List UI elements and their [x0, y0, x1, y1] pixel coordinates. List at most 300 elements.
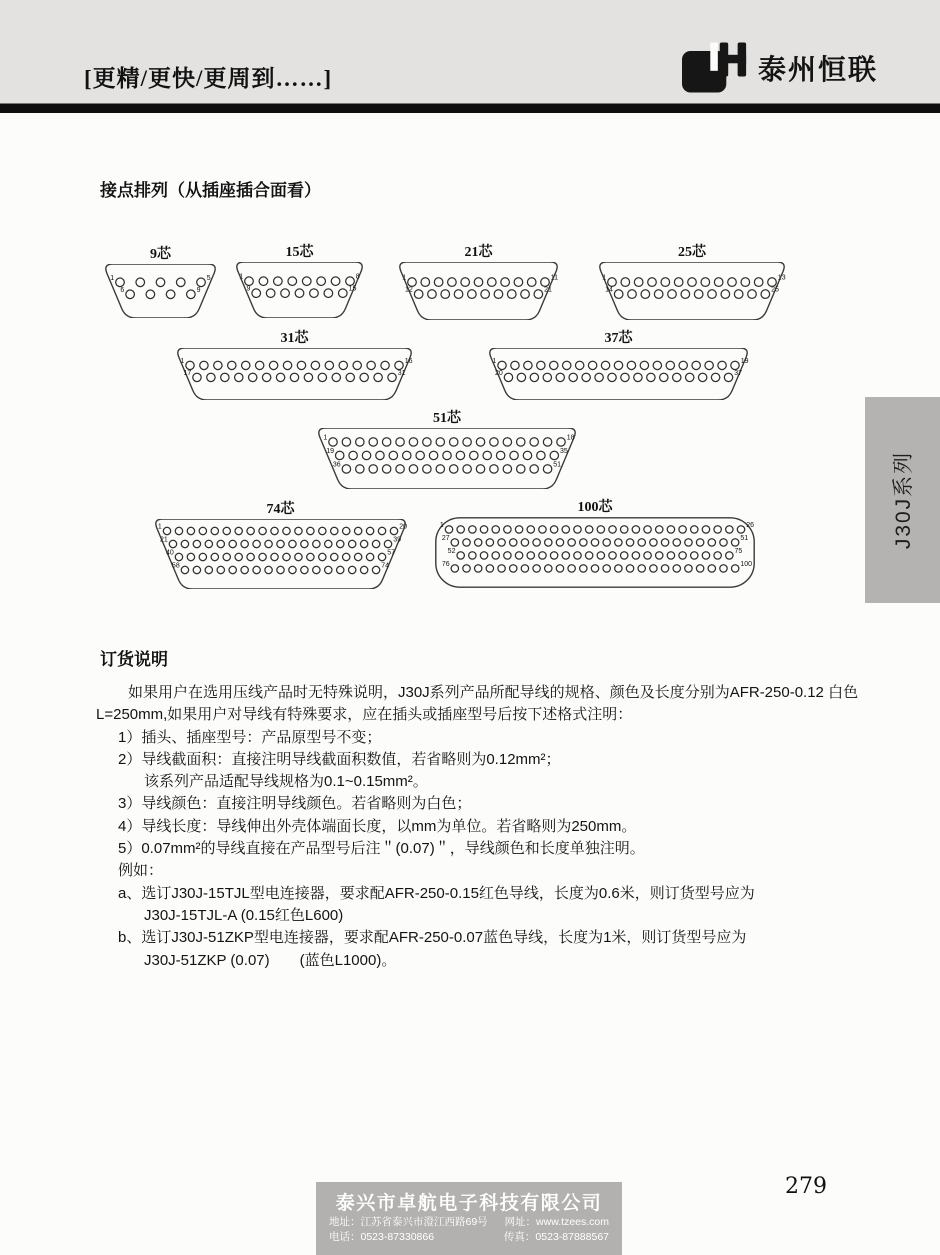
pin-hole — [527, 526, 534, 533]
pin-hole — [761, 290, 770, 299]
pin-hole — [702, 552, 709, 559]
pin-hole — [539, 552, 546, 559]
pin-hole — [366, 527, 373, 534]
pin-hole — [510, 565, 517, 572]
pin-hole — [585, 552, 592, 559]
pin-hole — [685, 565, 692, 572]
pin-hole — [390, 527, 397, 534]
pin-hole — [310, 289, 319, 298]
pin-hole — [492, 552, 499, 559]
pin-hole — [539, 526, 546, 533]
pin-hole — [501, 278, 510, 287]
pin-hole — [681, 290, 690, 299]
pin-hole — [673, 539, 680, 546]
pin-hole — [470, 451, 478, 459]
pin-hole — [708, 290, 717, 299]
pin-hole — [656, 552, 663, 559]
ordering-line: a、选订J30J-15TJL型电连接器，要求配AFR-250-0.15红色导线，长度为0.6米，则订货型号应为 — [118, 884, 755, 902]
pin-hole — [378, 553, 385, 560]
pin-hole — [311, 361, 319, 369]
pin-hole — [591, 539, 598, 546]
pin-hole — [423, 438, 431, 446]
pin-hole — [362, 451, 370, 459]
pin-hole — [510, 451, 518, 459]
connector-diagram-100-pin — [435, 496, 755, 588]
pin-hole — [503, 438, 511, 446]
pin-hole — [211, 527, 218, 534]
ordering-line: 2）导线截面积：直接注明导线截面积数值，若省略则为0.12mm²； — [118, 750, 561, 768]
pin-hole — [376, 451, 384, 459]
pin-hole — [534, 290, 543, 299]
ordering-line: 1）插头、插座型号：产品原型号不变； — [118, 728, 382, 746]
pin-hole — [249, 373, 257, 381]
pin-hole — [434, 278, 443, 287]
pin-hole — [647, 373, 655, 381]
pin-hole — [614, 290, 623, 299]
pin-hole — [476, 465, 484, 473]
pin-hole — [650, 539, 657, 546]
pin-number-label: 36 — [332, 461, 341, 469]
pin-hole — [720, 539, 727, 546]
pin-number-label: 76 — [441, 560, 450, 568]
pin-hole — [396, 438, 404, 446]
pin-hole — [307, 553, 314, 560]
pin-hole — [463, 565, 470, 572]
pin-hole — [556, 565, 563, 572]
pin-hole — [543, 438, 551, 446]
pin-hole — [656, 526, 663, 533]
pin-hole — [337, 566, 344, 573]
pin-hole — [337, 540, 344, 547]
footer-address: 地址：江苏省泰兴市澄江西路69号 — [329, 1216, 488, 1228]
pin-hole — [601, 361, 609, 369]
pin-hole — [574, 552, 581, 559]
pin-number-label: 6 — [120, 286, 125, 294]
pin-hole — [580, 539, 587, 546]
pin-hole — [331, 527, 338, 534]
pin-hole — [461, 278, 470, 287]
pin-number-label: 39 — [393, 536, 402, 544]
pin-hole — [456, 451, 464, 459]
pin-hole — [274, 277, 283, 286]
connector-label: 25芯 — [678, 245, 706, 260]
pin-number-label: 51 — [553, 461, 562, 469]
pin-hole — [731, 361, 739, 369]
pin-hole — [621, 278, 630, 287]
pin-hole — [632, 526, 639, 533]
pin-number-label: 16 — [404, 357, 413, 365]
pin-hole — [223, 553, 230, 560]
pin-hole — [217, 566, 224, 573]
pin-hole — [734, 290, 743, 299]
footer-fax: 传真：0523-87888567 — [503, 1231, 609, 1243]
footer-company-name: 泰兴市卓航电子科技有限公司 — [335, 1193, 603, 1214]
pin-hole — [116, 278, 125, 287]
pin-hole — [297, 361, 305, 369]
pin-hole — [666, 361, 674, 369]
pin-hole — [580, 565, 587, 572]
pin-hole — [521, 290, 530, 299]
pin-hole — [575, 361, 583, 369]
pin-hole — [530, 465, 538, 473]
pin-hole — [289, 566, 296, 573]
pin-hole — [648, 278, 657, 287]
pin-hole — [253, 566, 260, 573]
connector-diagram-31-pin — [175, 327, 414, 400]
pin-hole — [241, 566, 248, 573]
pin-hole — [349, 451, 357, 459]
pin-hole — [329, 438, 337, 446]
pin-hole — [714, 552, 721, 559]
pin-hole — [754, 278, 763, 287]
pin-hole — [259, 553, 266, 560]
pin-hole — [597, 552, 604, 559]
pin-number-label: 37 — [734, 369, 743, 377]
pin-hole — [338, 289, 347, 298]
side-tab-label: J30J系列 — [892, 450, 916, 550]
pin-hole — [588, 361, 596, 369]
pin-number-label: 19 — [740, 357, 749, 365]
footer-tel: 电话：0523-87330866 — [329, 1231, 435, 1243]
pin-number-label: 31 — [397, 369, 406, 377]
pin-hole — [369, 438, 377, 446]
pin-hole — [661, 539, 668, 546]
pin-hole — [768, 278, 777, 287]
pin-hole — [353, 361, 361, 369]
ordering-line: J30J-51ZKP (0.07) (蓝色L1000)。 — [144, 951, 397, 969]
ordering-heading: 订货说明 — [100, 650, 168, 669]
pin-hole — [585, 526, 592, 533]
pin-hole — [416, 451, 424, 459]
pin-hole — [523, 451, 531, 459]
pin-hole — [325, 566, 332, 573]
pin-hole — [381, 361, 389, 369]
pin-number-label: 20 — [399, 523, 407, 531]
pin-hole — [492, 526, 499, 533]
pin-hole — [331, 277, 340, 286]
pin-hole — [634, 278, 643, 287]
pin-hole — [626, 565, 633, 572]
pin-number-label: 100 — [740, 560, 753, 568]
pin-hole — [463, 539, 470, 546]
pin-hole — [346, 373, 354, 381]
pin-hole — [660, 373, 668, 381]
pin-hole — [450, 465, 458, 473]
pin-number-label: 1 — [439, 521, 444, 529]
pin-hole — [163, 527, 170, 534]
pin-hole — [175, 553, 182, 560]
pin-hole — [726, 552, 733, 559]
pin-hole — [166, 290, 175, 299]
pin-hole — [568, 565, 575, 572]
pin-hole — [603, 539, 610, 546]
pin-hole — [696, 565, 703, 572]
ordering-line: b、选订J30J-51ZKP型电连接器，要求配AFR-250-0.07蓝色导线，长度为1米，则订货型号应为 — [118, 929, 747, 947]
pin-hole — [728, 278, 737, 287]
pin-hole — [283, 361, 291, 369]
pin-hole — [403, 451, 411, 459]
pin-hole — [644, 552, 651, 559]
ordering-line: 4）导线长度：导线伸出外壳体端面长度，以mm为单位。若省略则为250mm。 — [118, 817, 637, 835]
pin-hole — [307, 527, 314, 534]
pin-hole — [562, 526, 569, 533]
pin-hole — [228, 361, 236, 369]
pin-hole — [450, 438, 458, 446]
pin-hole — [507, 290, 516, 299]
pin-number-label: 52 — [447, 547, 456, 555]
pin-hole — [421, 278, 430, 287]
pin-hole — [448, 278, 457, 287]
pin-hole — [562, 552, 569, 559]
pin-hole — [591, 565, 598, 572]
pin-hole — [318, 373, 326, 381]
connector-shell-74-pin — [153, 519, 408, 589]
pin-hole — [503, 465, 511, 473]
pin-hole — [486, 565, 493, 572]
connector-shell-25-pin — [597, 262, 787, 320]
pin-number-label: 75 — [734, 547, 743, 555]
pin-hole — [737, 526, 744, 533]
pin-hole — [369, 465, 377, 473]
pin-hole — [241, 540, 248, 547]
pin-hole — [475, 539, 482, 546]
pin-number-label: 1 — [110, 274, 115, 282]
pin-hole — [265, 540, 272, 547]
pin-hole — [726, 526, 733, 533]
pin-hole — [533, 539, 540, 546]
pin-hole — [569, 373, 577, 381]
pin-number-label: 1 — [402, 274, 407, 282]
pin-hole — [667, 552, 674, 559]
connector-shell-9-pin — [103, 264, 218, 318]
pin-hole — [409, 438, 417, 446]
pin-hole — [255, 361, 263, 369]
pin-hole — [223, 527, 230, 534]
pin-hole — [597, 526, 604, 533]
pin-hole — [504, 373, 512, 381]
pin-hole — [654, 290, 663, 299]
pin-hole — [563, 361, 571, 369]
pin-hole — [235, 553, 242, 560]
pin-hole — [632, 552, 639, 559]
pin-hole — [175, 527, 182, 534]
pin-hole — [514, 278, 523, 287]
pin-hole — [354, 553, 361, 560]
ordering-line: L=250mm,如果用户对导线有特殊要求，应在插头或插座型号后按下述格式注明： — [96, 706, 633, 724]
pin-hole — [498, 565, 505, 572]
ordering-line: 如果用户在选用压线产品时无特殊说明，J30J系列产品所配导线的规格、颜色及长度分别为AFR-250-0.12 白色 — [128, 684, 859, 701]
pin-hole — [574, 526, 581, 533]
pin-hole — [668, 290, 677, 299]
pin-hole — [541, 278, 550, 287]
pin-hole — [252, 289, 261, 298]
pin-number-label: 19 — [326, 447, 335, 455]
pin-hole — [325, 361, 333, 369]
pin-hole — [475, 565, 482, 572]
pin-hole — [271, 553, 278, 560]
pin-hole — [595, 373, 603, 381]
pin-hole — [288, 277, 297, 286]
pin-hole — [343, 527, 350, 534]
pin-hole — [301, 540, 308, 547]
pin-hole — [265, 566, 272, 573]
pin-number-label: 57 — [387, 549, 396, 557]
connector-diagram-25-pin — [597, 241, 787, 320]
connector-shell-15-pin — [234, 262, 365, 318]
pin-hole — [277, 540, 284, 547]
pin-hole — [360, 373, 368, 381]
pin-hole — [705, 361, 713, 369]
pin-hole — [511, 361, 519, 369]
pin-hole — [550, 451, 558, 459]
pin-hole — [691, 526, 698, 533]
pin-hole — [694, 290, 703, 299]
ordering-line: 5）0.07mm²的导线直接在产品型号后注＂(0.07)＂，导线颜色和长度单独注明。 — [118, 840, 645, 858]
pin-hole — [429, 451, 437, 459]
pin-hole — [388, 373, 396, 381]
pin-hole — [436, 438, 444, 446]
pin-hole — [741, 278, 750, 287]
pin-hole — [262, 373, 270, 381]
pin-hole — [720, 565, 727, 572]
pin-number-label: 1 — [323, 434, 328, 442]
pin-hole — [436, 465, 444, 473]
pin-hole — [515, 552, 522, 559]
connector-diagram-51-pin — [316, 407, 578, 489]
ordering-line: J30J-15TJL-A (0.15红色L600) — [144, 906, 344, 924]
pin-hole — [543, 373, 551, 381]
pin-number-label: 27 — [441, 534, 450, 542]
pin-hole — [207, 373, 215, 381]
pin-number-label: 26 — [746, 521, 754, 529]
pin-hole — [640, 361, 648, 369]
connector-shell-51-pin — [316, 428, 578, 489]
pin-hole — [193, 566, 200, 573]
pin-hole — [396, 465, 404, 473]
connector-shell-37-pin — [487, 348, 750, 400]
pin-hole — [679, 552, 686, 559]
pin-hole — [718, 361, 726, 369]
pin-hole — [414, 290, 423, 299]
company-logo-icon — [682, 42, 748, 94]
pin-hole — [295, 289, 304, 298]
pin-hole — [354, 527, 361, 534]
pin-hole — [235, 527, 242, 534]
pin-hole — [339, 361, 347, 369]
pin-hole — [474, 278, 483, 287]
pin-hole — [332, 373, 340, 381]
pin-number-label: 51 — [740, 534, 749, 542]
pin-hole — [372, 540, 379, 547]
pin-hole — [317, 277, 326, 286]
pin-hole — [463, 438, 471, 446]
pin-number-label: 25 — [771, 286, 779, 294]
pin-hole — [366, 553, 373, 560]
pin-number-label: 1 — [180, 357, 185, 365]
pin-hole — [650, 565, 657, 572]
pin-number-label: 1 — [157, 523, 162, 531]
ordering-line: 3）导线颜色：直接注明导线颜色。若省略则为白色； — [118, 795, 472, 813]
pin-hole — [302, 277, 311, 286]
pin-hole — [199, 527, 206, 534]
connector-diagram-15-pin — [234, 241, 365, 318]
pin-hole — [346, 277, 355, 286]
pin-hole — [259, 527, 266, 534]
pin-hole — [181, 540, 188, 547]
pin-hole — [533, 565, 540, 572]
pin-hole — [324, 289, 333, 298]
pin-hole — [468, 290, 477, 299]
pin-hole — [229, 566, 236, 573]
pin-hole — [289, 540, 296, 547]
pin-number-label: 15 — [348, 285, 357, 293]
connector-diagram-21-pin — [397, 241, 560, 320]
pin-hole — [692, 361, 700, 369]
pin-hole — [481, 290, 490, 299]
pin-hole — [627, 361, 635, 369]
pin-hole — [724, 373, 732, 381]
pin-hole — [290, 373, 298, 381]
series-side-tab — [865, 397, 940, 603]
pin-hole — [205, 566, 212, 573]
pin-hole — [550, 361, 558, 369]
pin-hole — [494, 290, 503, 299]
pin-hole — [469, 552, 476, 559]
pin-hole — [348, 566, 355, 573]
pin-hole — [480, 552, 487, 559]
pin-hole — [691, 552, 698, 559]
pin-hole — [708, 539, 715, 546]
pin-hole — [451, 565, 458, 572]
pin-hole — [253, 540, 260, 547]
pin-hole — [276, 373, 284, 381]
pin-hole — [527, 552, 534, 559]
pin-hole — [374, 373, 382, 381]
pin-number-label: 13 — [777, 274, 786, 282]
header-slogan: [更精/更快/更周到……] — [84, 66, 333, 91]
pin-hole — [644, 526, 651, 533]
connector-shell-31-pin — [175, 348, 414, 400]
connector-label: 37芯 — [604, 331, 633, 346]
pin-hole — [517, 373, 525, 381]
pin-hole — [673, 373, 681, 381]
pin-number-label: 20 — [494, 369, 503, 377]
pin-hole — [608, 278, 617, 287]
pin-hole — [731, 565, 738, 572]
footer-website: 网址：www.tzees.com — [504, 1216, 609, 1228]
connector-label: 100芯 — [577, 500, 613, 515]
pin-number-label: 9 — [196, 286, 201, 294]
pin-hole — [685, 373, 693, 381]
pin-number-label: 35 — [559, 447, 568, 455]
pin-hole — [245, 277, 254, 286]
header-divider-bar — [0, 103, 940, 113]
pin-hole — [615, 539, 622, 546]
pin-hole — [169, 540, 176, 547]
pin-number-label: 21 — [544, 286, 552, 294]
pin-number-label: 9 — [246, 285, 251, 293]
pin-hole — [342, 465, 350, 473]
pin-hole — [295, 527, 302, 534]
pin-hole — [384, 540, 391, 547]
pin-hole — [711, 373, 719, 381]
pin-hole — [301, 566, 308, 573]
pin-number-label: 18 — [566, 434, 575, 442]
pin-number-label: 40 — [165, 549, 174, 557]
pin-number-label: 1 — [239, 273, 244, 281]
connector-label: 31芯 — [280, 331, 309, 346]
pin-hole — [530, 373, 538, 381]
